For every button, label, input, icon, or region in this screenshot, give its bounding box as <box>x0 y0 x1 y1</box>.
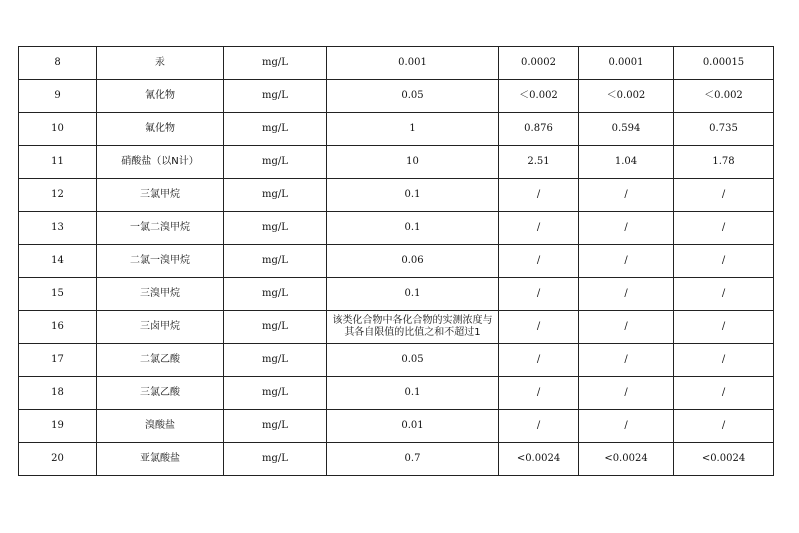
result-3: / <box>674 278 774 311</box>
result-2: / <box>579 377 674 410</box>
result-3: / <box>674 410 774 443</box>
result-1: / <box>499 344 579 377</box>
row-number: 17 <box>19 344 97 377</box>
unit: mg/L <box>224 179 327 212</box>
result-2: / <box>579 410 674 443</box>
row-number: 20 <box>19 443 97 476</box>
row-number: 13 <box>19 212 97 245</box>
table-row <box>19 179 774 212</box>
limit-value: 0.001 <box>327 47 499 80</box>
result-2: 0.594 <box>579 113 674 146</box>
result-3: / <box>674 311 774 344</box>
unit: mg/L <box>224 47 327 80</box>
result-2: / <box>579 245 674 278</box>
result-3: <0.0024 <box>674 443 774 476</box>
result-3: / <box>674 377 774 410</box>
indicator-name: 二氯一溴甲烷 <box>97 245 224 278</box>
table-row <box>19 311 774 344</box>
indicator-name: 三氯乙酸 <box>97 377 224 410</box>
indicator-name: 亚氯酸盐 <box>97 443 224 476</box>
limit-value: 0.01 <box>327 410 499 443</box>
table-row <box>19 113 774 146</box>
result-2: / <box>579 278 674 311</box>
result-1: / <box>499 212 579 245</box>
unit: mg/L <box>224 443 327 476</box>
limit-value: 0.06 <box>327 245 499 278</box>
result-1: 0.0002 <box>499 47 579 80</box>
limit-value: 0.1 <box>327 377 499 410</box>
result-2: 1.04 <box>579 146 674 179</box>
indicator-name: 一氯二溴甲烷 <box>97 212 224 245</box>
unit: mg/L <box>224 80 327 113</box>
result-2: 0.0001 <box>579 47 674 80</box>
row-number: 16 <box>19 311 97 344</box>
result-1: / <box>499 377 579 410</box>
table-row <box>19 245 774 278</box>
limit-value: 0.1 <box>327 179 499 212</box>
table-row <box>19 443 774 476</box>
limit-value: 0.7 <box>327 443 499 476</box>
row-number: 19 <box>19 410 97 443</box>
limit-value: 0.05 <box>327 80 499 113</box>
result-1: / <box>499 278 579 311</box>
limit-value: 1 <box>327 113 499 146</box>
result-3: / <box>674 212 774 245</box>
unit: mg/L <box>224 344 327 377</box>
row-number: 15 <box>19 278 97 311</box>
table-row <box>19 80 774 113</box>
row-number: 11 <box>19 146 97 179</box>
result-1: ＜0.002 <box>499 80 579 113</box>
result-3: / <box>674 344 774 377</box>
limit-value: 该类化合物中各化合物的实测浓度与其各自限值的比值之和不超过1 <box>327 311 499 344</box>
table-row <box>19 344 774 377</box>
table-row <box>19 410 774 443</box>
result-1: <0.0024 <box>499 443 579 476</box>
table-row <box>19 278 774 311</box>
row-number: 9 <box>19 80 97 113</box>
result-3: ＜0.002 <box>674 80 774 113</box>
indicator-name: 三氯甲烷 <box>97 179 224 212</box>
result-2: / <box>579 212 674 245</box>
result-3: 0.735 <box>674 113 774 146</box>
unit: mg/L <box>224 410 327 443</box>
indicator-name: 三卤甲烷 <box>97 311 224 344</box>
table-body <box>19 47 774 476</box>
indicator-name: 硝酸盐（以N计） <box>97 146 224 179</box>
unit: mg/L <box>224 245 327 278</box>
result-3: 1.78 <box>674 146 774 179</box>
water-quality-table <box>18 46 774 476</box>
table-row <box>19 212 774 245</box>
result-2: / <box>579 179 674 212</box>
result-1: / <box>499 179 579 212</box>
result-3: / <box>674 245 774 278</box>
indicator-name: 汞 <box>97 47 224 80</box>
unit: mg/L <box>224 113 327 146</box>
indicator-name: 氟化物 <box>97 113 224 146</box>
limit-value: 0.1 <box>327 212 499 245</box>
result-1: / <box>499 410 579 443</box>
table-row <box>19 146 774 179</box>
result-2: / <box>579 344 674 377</box>
row-number: 18 <box>19 377 97 410</box>
result-2: / <box>579 311 674 344</box>
unit: mg/L <box>224 311 327 344</box>
unit: mg/L <box>224 146 327 179</box>
result-3: 0.00015 <box>674 47 774 80</box>
result-2: ＜0.002 <box>579 80 674 113</box>
indicator-name: 三溴甲烷 <box>97 278 224 311</box>
unit: mg/L <box>224 278 327 311</box>
row-number: 8 <box>19 47 97 80</box>
limit-value: 10 <box>327 146 499 179</box>
row-number: 10 <box>19 113 97 146</box>
row-number: 12 <box>19 179 97 212</box>
limit-value: 0.1 <box>327 278 499 311</box>
result-1: 2.51 <box>499 146 579 179</box>
row-number: 14 <box>19 245 97 278</box>
indicator-name: 氰化物 <box>97 80 224 113</box>
unit: mg/L <box>224 377 327 410</box>
indicator-name: 二氯乙酸 <box>97 344 224 377</box>
table-row <box>19 47 774 80</box>
table-row <box>19 377 774 410</box>
result-1: 0.876 <box>499 113 579 146</box>
indicator-name: 溴酸盐 <box>97 410 224 443</box>
result-1: / <box>499 245 579 278</box>
result-2: <0.0024 <box>579 443 674 476</box>
unit: mg/L <box>224 212 327 245</box>
result-3: / <box>674 179 774 212</box>
limit-value: 0.05 <box>327 344 499 377</box>
result-1: / <box>499 311 579 344</box>
